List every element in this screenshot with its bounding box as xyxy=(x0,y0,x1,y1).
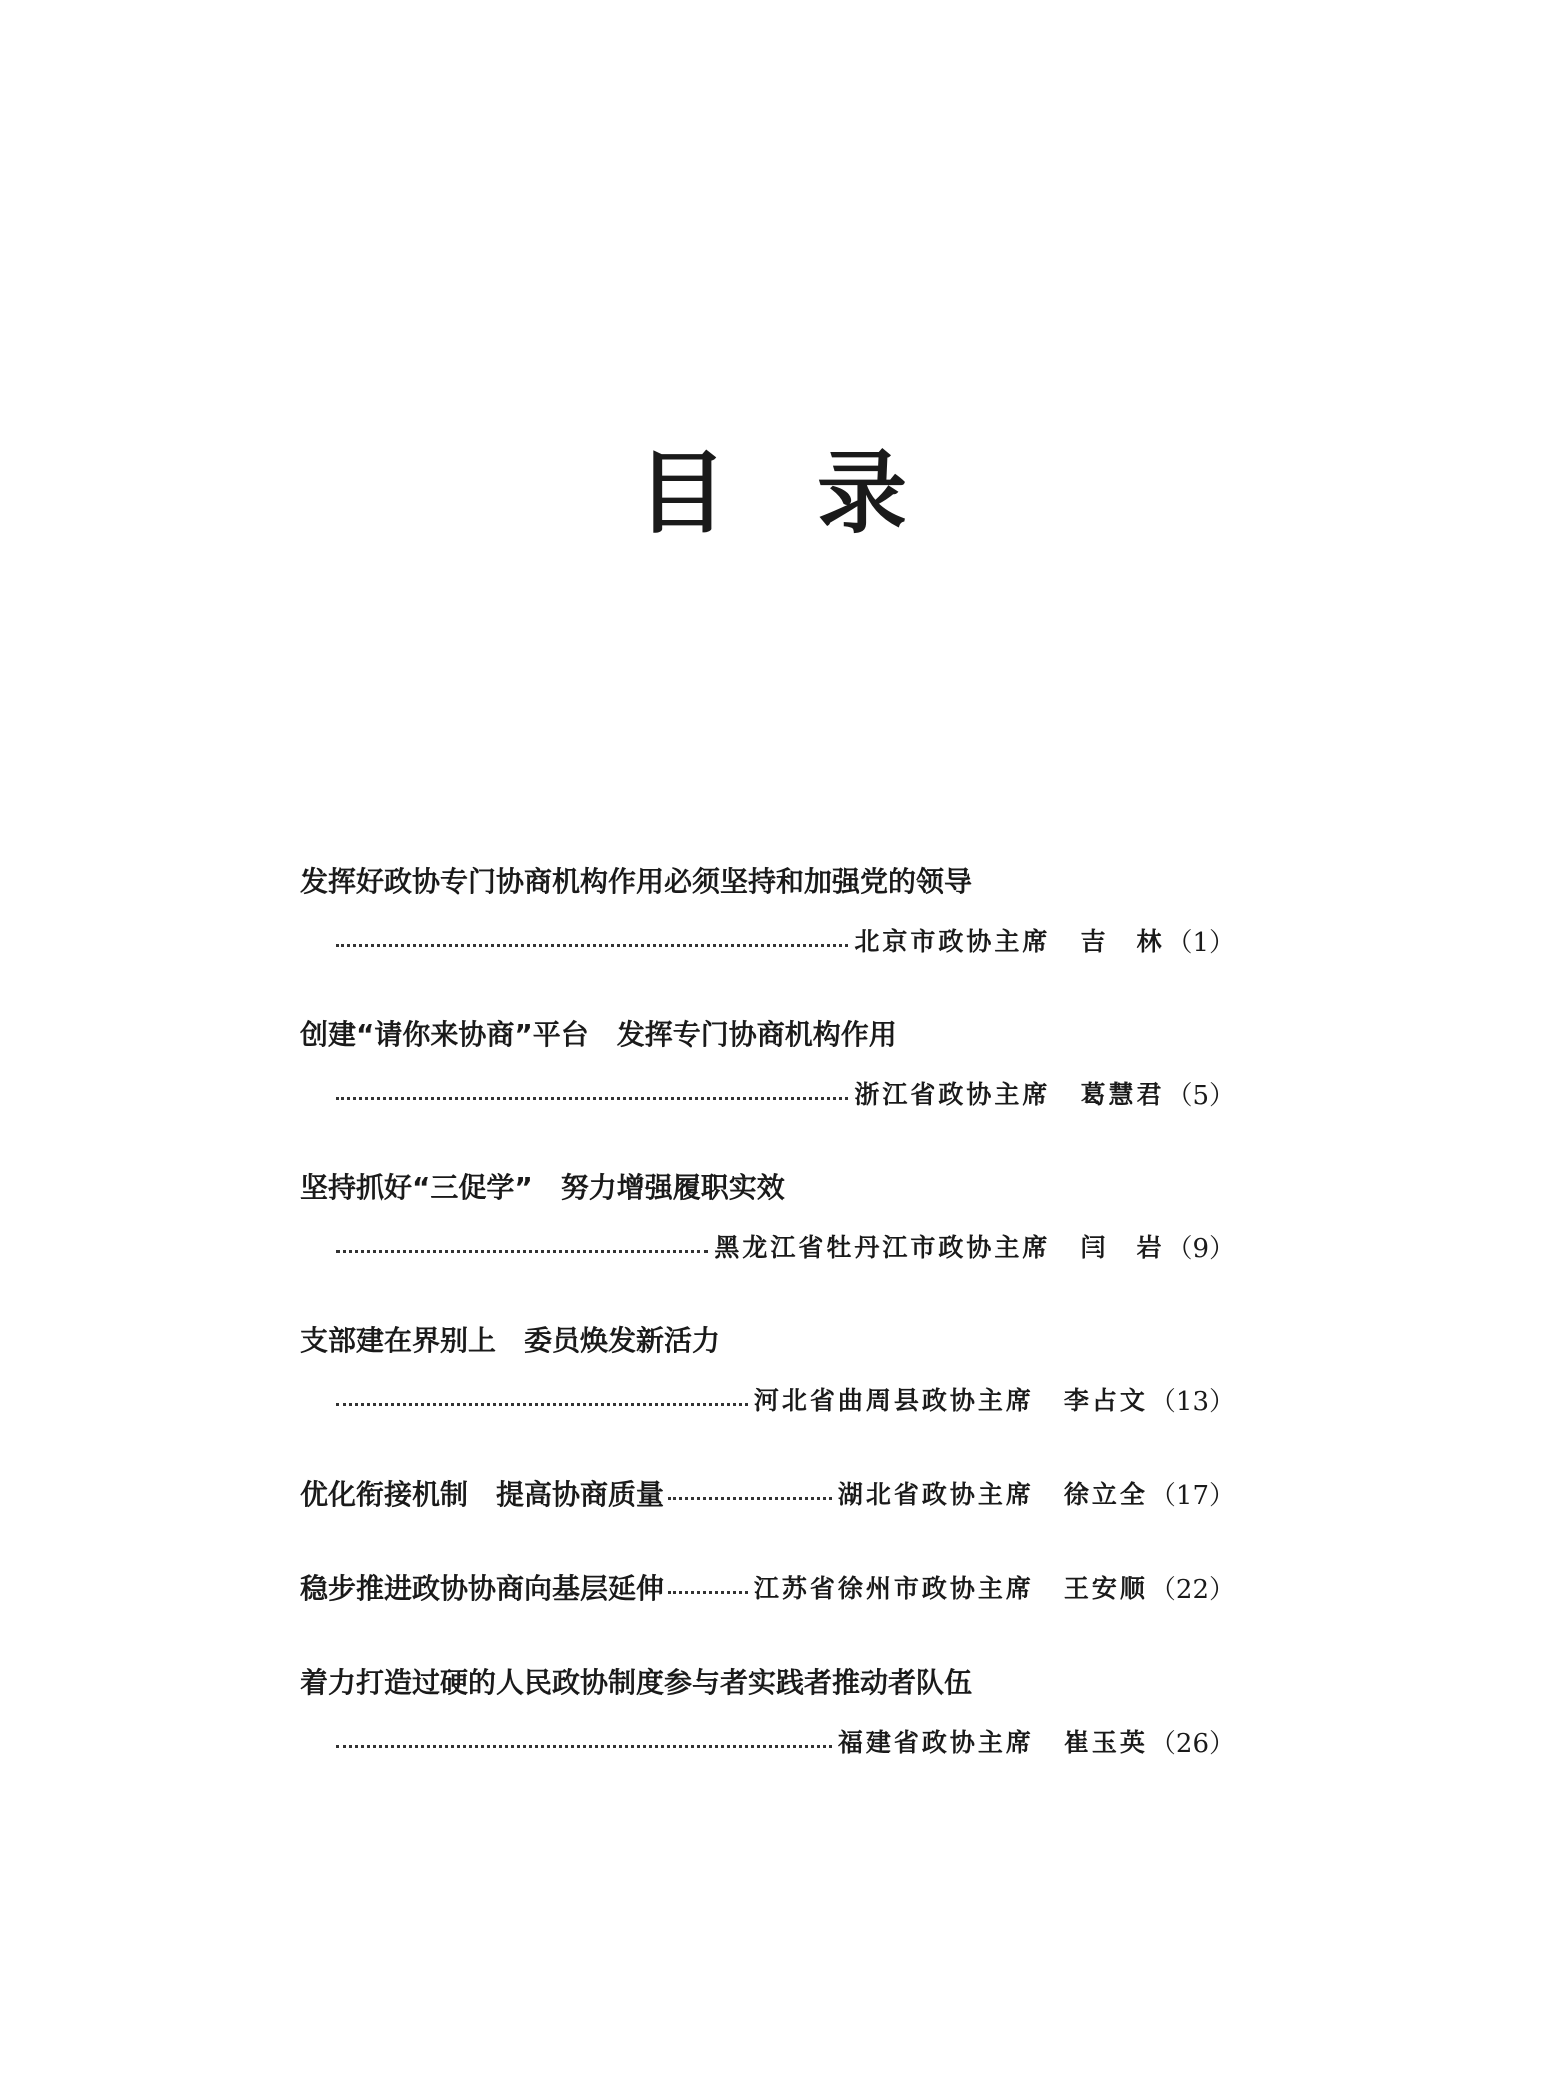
author-role: 河北省曲周县政协主席 xyxy=(753,1386,1034,1415)
toc-entry-meta xyxy=(300,1721,1235,1761)
dot-leader xyxy=(668,1591,748,1594)
toc-entry-title[interactable]: 优化衔接机制 提高协商质量 xyxy=(300,1478,665,1511)
page-number[interactable]: （9） xyxy=(1166,1233,1235,1264)
page-title-char-1: 目 xyxy=(637,440,727,546)
toc-entry-title[interactable]: 支部建在界别上 委员焕发新活力 xyxy=(300,1324,721,1357)
page-title xyxy=(0,438,1544,548)
toc-entry-title[interactable]: 发挥好政协专门协商机构作用必须坚持和加强党的领导 xyxy=(300,865,973,898)
dot-leader xyxy=(336,1250,708,1253)
author-name: 徐立全 xyxy=(1063,1480,1148,1509)
page-number[interactable]: （13） xyxy=(1149,1386,1235,1417)
toc-entry-meta xyxy=(300,1379,1235,1419)
toc-entry xyxy=(300,1473,1235,1513)
dot-leader xyxy=(336,1745,832,1748)
page-number[interactable]: （5） xyxy=(1166,1080,1235,1111)
author-name: 王安顺 xyxy=(1063,1574,1148,1603)
author-name: 吉 林 xyxy=(1080,927,1165,956)
dot-leader xyxy=(336,944,848,947)
author-name: 李占文 xyxy=(1063,1386,1148,1415)
toc-entry-meta xyxy=(300,1073,1235,1113)
page-number[interactable]: （1） xyxy=(1166,927,1235,958)
author-role: 福建省政协主席 xyxy=(837,1728,1034,1757)
dot-leader xyxy=(336,1097,848,1100)
page-number[interactable]: （17） xyxy=(1149,1480,1235,1511)
toc-entry xyxy=(300,1567,1235,1607)
page-number[interactable]: （22） xyxy=(1149,1574,1235,1605)
author-role: 浙江省政协主席 xyxy=(854,1080,1051,1109)
page-number[interactable]: （26） xyxy=(1149,1728,1235,1759)
toc-entry-title[interactable]: 创建“请你来协商”平台 发挥专门协商机构作用 xyxy=(300,1018,897,1051)
author-role: 江苏省徐州市政协主席 xyxy=(753,1574,1034,1603)
page-title-char-2: 录 xyxy=(817,440,907,546)
author-role: 黑龙江省牡丹江市政协主席 xyxy=(714,1233,1051,1262)
dot-leader xyxy=(336,1403,748,1406)
toc-entry-meta xyxy=(300,1226,1235,1266)
author-role: 湖北省政协主席 xyxy=(837,1480,1034,1509)
toc-entry-title[interactable]: 坚持抓好“三促学” 努力增强履职实效 xyxy=(300,1171,785,1204)
author-name: 葛慧君 xyxy=(1080,1080,1165,1109)
toc-entry-title[interactable]: 着力打造过硬的人民政协制度参与者实践者推动者队伍 xyxy=(300,1666,973,1699)
author-name: 崔玉英 xyxy=(1063,1728,1148,1757)
author-role: 北京市政协主席 xyxy=(854,927,1051,956)
toc-entry-meta xyxy=(300,920,1235,960)
dot-leader xyxy=(668,1497,832,1500)
author-name: 闫 岩 xyxy=(1080,1233,1165,1262)
toc-entry-title[interactable]: 稳步推进政协协商向基层延伸 xyxy=(300,1572,665,1605)
